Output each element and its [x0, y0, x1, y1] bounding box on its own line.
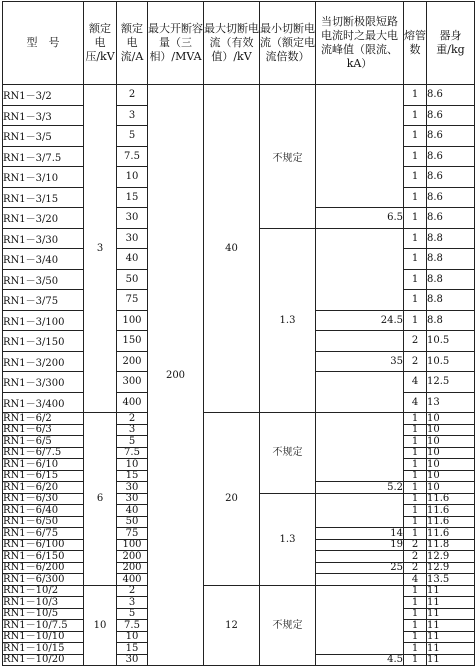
cell-min-break-current: 不规定	[260, 585, 316, 666]
cell-fuse-tubes: 1	[404, 643, 427, 655]
cell-model: RN1－10/20	[3, 654, 84, 666]
cell-fuse-tubes: 1	[404, 249, 427, 270]
cell-max-break-current: 40	[204, 85, 260, 413]
cell-breaking-capacity: 200	[148, 85, 204, 666]
cell-weight: 10	[427, 447, 475, 459]
table-row	[3, 585, 475, 597]
cell-fuse-tubes: 1	[404, 654, 427, 666]
cell-weight: 10.5	[427, 331, 475, 352]
cell-weight: 11.6	[427, 505, 475, 517]
cell-weight: 8.8	[427, 249, 475, 270]
cell-model: RN1－6/50	[3, 516, 84, 528]
cell-model: RN1－3/300	[3, 372, 84, 393]
cell-rated-current: 200	[117, 551, 148, 563]
cell-peak-current: 5.2	[316, 482, 404, 494]
cell-weight: 11	[427, 608, 475, 620]
cell-weight: 8.6	[427, 187, 475, 208]
cell-peak-current: 4.5	[316, 654, 404, 666]
cell-weight: 11.6	[427, 493, 475, 505]
cell-fuse-tubes: 1	[404, 424, 427, 436]
cell-peak-current	[316, 331, 404, 352]
cell-rated-current: 5	[117, 126, 148, 147]
table-row	[3, 413, 475, 425]
cell-peak-current: 24.5	[316, 310, 404, 331]
cell-weight: 12.5	[427, 372, 475, 393]
cell-fuse-tubes: 1	[404, 105, 427, 126]
cell-peak-current	[316, 413, 404, 482]
cell-weight: 10	[427, 470, 475, 482]
cell-rated-current: 50	[117, 516, 148, 528]
cell-model: RN1－6/15	[3, 470, 84, 482]
cell-rated-current: 300	[117, 372, 148, 393]
cell-fuse-tubes: 1	[404, 447, 427, 459]
cell-weight: 10	[427, 482, 475, 494]
cell-fuse-tubes: 2	[404, 551, 427, 563]
cell-model: RN1－6/30	[3, 493, 84, 505]
cell-weight: 11.6	[427, 528, 475, 540]
cell-model: RN1－3/100	[3, 310, 84, 331]
cell-model: RN1－6/200	[3, 562, 84, 574]
table-body	[3, 85, 475, 666]
cell-rated-current: 10	[117, 631, 148, 643]
cell-rated-current: 200	[117, 351, 148, 372]
header-fuse-tubes: 熔管数	[404, 2, 427, 85]
cell-weight: 8.8	[427, 290, 475, 311]
cell-fuse-tubes: 4	[404, 574, 427, 586]
cell-rated-current: 50	[117, 269, 148, 290]
header-model: 型 号	[3, 2, 84, 85]
cell-peak-current	[316, 228, 404, 310]
cell-fuse-tubes: 1	[404, 126, 427, 147]
cell-fuse-tubes: 1	[404, 167, 427, 188]
cell-peak-current	[316, 372, 404, 413]
cell-rated-current: 40	[117, 249, 148, 270]
cell-weight: 13	[427, 392, 475, 413]
cell-rated-current: 400	[117, 392, 148, 413]
cell-weight: 11.6	[427, 516, 475, 528]
cell-rated-current: 2	[117, 85, 148, 106]
cell-fuse-tubes: 2	[404, 562, 427, 574]
cell-model: RN1－3/20	[3, 208, 84, 229]
cell-rated-current: 200	[117, 562, 148, 574]
cell-rated-current: 100	[117, 310, 148, 331]
cell-weight: 11	[427, 597, 475, 609]
cell-rated-current: 15	[117, 470, 148, 482]
cell-rated-current: 2	[117, 585, 148, 597]
header-breaking-capacity: 最大开断容 量（三相）/MVA	[148, 2, 204, 85]
cell-rated-current: 75	[117, 528, 148, 540]
cell-weight: 11	[427, 654, 475, 666]
cell-model: RN1－6/10	[3, 459, 84, 471]
cell-fuse-tubes: 2	[404, 331, 427, 352]
cell-weight: 8.6	[427, 126, 475, 147]
cell-fuse-tubes: 1	[404, 482, 427, 494]
cell-model: RN1－10/7.5	[3, 620, 84, 632]
cell-model: RN1－3/5	[3, 126, 84, 147]
cell-model: RN1－6/150	[3, 551, 84, 563]
cell-model: RN1－6/3	[3, 424, 84, 436]
fuse-spec-table	[2, 1, 475, 666]
cell-fuse-tubes: 1	[404, 208, 427, 229]
cell-weight: 8.8	[427, 269, 475, 290]
cell-fuse-tubes: 1	[404, 310, 427, 331]
cell-weight: 8.6	[427, 167, 475, 188]
cell-model: RN1－10/15	[3, 643, 84, 655]
cell-fuse-tubes: 1	[404, 269, 427, 290]
cell-model: RN1－6/40	[3, 505, 84, 517]
cell-peak-current: 19	[316, 539, 404, 551]
cell-peak-current: 6.5	[316, 208, 404, 229]
cell-fuse-tubes: 1	[404, 470, 427, 482]
cell-model: RN1－3/7.5	[3, 146, 84, 167]
cell-rated-voltage: 6	[84, 413, 117, 586]
cell-rated-current: 30	[117, 208, 148, 229]
cell-min-break-current: 1.3	[260, 493, 316, 585]
cell-weight: 10	[427, 413, 475, 425]
header-peak-current: 当切断极限短路电流时之最大电流峰值（限流、kA）	[316, 2, 404, 85]
cell-peak-current: 25	[316, 562, 404, 574]
cell-weight: 11	[427, 585, 475, 597]
cell-weight: 8.8	[427, 310, 475, 331]
cell-model: RN1－6/100	[3, 539, 84, 551]
cell-model: RN1－3/50	[3, 269, 84, 290]
cell-fuse-tubes: 2	[404, 351, 427, 372]
cell-rated-current: 30	[117, 228, 148, 249]
cell-weight: 8.6	[427, 208, 475, 229]
cell-rated-current: 3	[117, 597, 148, 609]
cell-rated-voltage: 10	[84, 585, 117, 666]
cell-rated-current: 7.5	[117, 447, 148, 459]
cell-weight: 11	[427, 631, 475, 643]
cell-weight: 10.5	[427, 351, 475, 372]
cell-fuse-tubes: 1	[404, 631, 427, 643]
cell-weight: 13.5	[427, 574, 475, 586]
cell-rated-current: 40	[117, 505, 148, 517]
cell-rated-current: 150	[117, 331, 148, 352]
cell-weight: 10	[427, 436, 475, 448]
cell-peak-current	[316, 574, 404, 586]
cell-fuse-tubes: 1	[404, 585, 427, 597]
cell-model: RN1－3/75	[3, 290, 84, 311]
cell-rated-current: 5	[117, 436, 148, 448]
cell-rated-current: 30	[117, 654, 148, 666]
cell-rated-current: 15	[117, 187, 148, 208]
cell-weight: 8.8	[427, 228, 475, 249]
cell-rated-current: 3	[117, 105, 148, 126]
cell-model: RN1－6/7.5	[3, 447, 84, 459]
cell-rated-current: 30	[117, 482, 148, 494]
cell-fuse-tubes: 1	[404, 505, 427, 517]
cell-rated-current: 75	[117, 290, 148, 311]
header-weight: 器身重/kg	[427, 2, 475, 85]
cell-peak-current	[316, 585, 404, 654]
cell-fuse-tubes: 1	[404, 608, 427, 620]
cell-peak-current	[316, 551, 404, 563]
cell-model: RN1－3/15	[3, 187, 84, 208]
cell-model: RN1－3/30	[3, 228, 84, 249]
cell-fuse-tubes: 1	[404, 413, 427, 425]
cell-fuse-tubes: 4	[404, 392, 427, 413]
cell-weight: 11	[427, 620, 475, 632]
cell-model: RN1－3/3	[3, 105, 84, 126]
cell-model: RN1－6/5	[3, 436, 84, 448]
table-row	[3, 85, 475, 106]
cell-fuse-tubes: 2	[404, 539, 427, 551]
cell-model: RN1－10/3	[3, 597, 84, 609]
cell-model: RN1－3/40	[3, 249, 84, 270]
cell-fuse-tubes: 1	[404, 493, 427, 505]
cell-peak-current: 35	[316, 351, 404, 372]
cell-rated-current: 3	[117, 424, 148, 436]
cell-model: RN1－10/5	[3, 608, 84, 620]
header-rated-current: 额定电流/A	[117, 2, 148, 85]
cell-weight: 11.8	[427, 539, 475, 551]
cell-model: RN1－6/75	[3, 528, 84, 540]
cell-fuse-tubes: 1	[404, 516, 427, 528]
cell-weight: 12.9	[427, 562, 475, 574]
header-max-break-current: 最大切断电 流（有效值）/kV	[204, 2, 260, 85]
cell-rated-current: 15	[117, 643, 148, 655]
cell-peak-current: 14	[316, 528, 404, 540]
cell-weight: 10	[427, 459, 475, 471]
cell-rated-current: 5	[117, 608, 148, 620]
cell-weight: 8.6	[427, 146, 475, 167]
header-min-break-current: 最小切断电 流（额定电流倍数）	[260, 2, 316, 85]
cell-model: RN1－3/2	[3, 85, 84, 106]
cell-rated-current: 10	[117, 459, 148, 471]
cell-weight: 8.6	[427, 105, 475, 126]
cell-peak-current	[316, 493, 404, 528]
cell-fuse-tubes: 1	[404, 85, 427, 106]
cell-max-break-current: 20	[204, 413, 260, 586]
cell-rated-voltage: 3	[84, 85, 117, 413]
cell-model: RN1－3/10	[3, 167, 84, 188]
cell-fuse-tubes: 1	[404, 620, 427, 632]
cell-fuse-tubes: 1	[404, 228, 427, 249]
cell-fuse-tubes: 1	[404, 187, 427, 208]
cell-fuse-tubes: 1	[404, 146, 427, 167]
cell-rated-current: 7.5	[117, 146, 148, 167]
cell-weight: 11	[427, 643, 475, 655]
cell-fuse-tubes: 1	[404, 459, 427, 471]
cell-model: RN1－10/10	[3, 631, 84, 643]
cell-model: RN1－10/2	[3, 585, 84, 597]
cell-min-break-current: 不规定	[260, 85, 316, 229]
cell-rated-current: 30	[117, 493, 148, 505]
cell-rated-current: 10	[117, 167, 148, 188]
cell-fuse-tubes: 1	[404, 528, 427, 540]
cell-model: RN1－6/20	[3, 482, 84, 494]
header-rated-voltage: 额定电压/kV	[84, 2, 117, 85]
cell-weight: 8.6	[427, 85, 475, 106]
cell-rated-current: 2	[117, 413, 148, 425]
table-header-row	[3, 2, 475, 85]
cell-model: RN1－3/200	[3, 351, 84, 372]
cell-fuse-tubes: 4	[404, 372, 427, 393]
cell-rated-current: 100	[117, 539, 148, 551]
cell-fuse-tubes: 1	[404, 290, 427, 311]
cell-fuse-tubes: 1	[404, 597, 427, 609]
cell-fuse-tubes: 1	[404, 436, 427, 448]
cell-rated-current: 400	[117, 574, 148, 586]
cell-max-break-current: 12	[204, 585, 260, 666]
cell-weight: 12.9	[427, 551, 475, 563]
cell-model: RN1－6/2	[3, 413, 84, 425]
cell-model: RN1－6/300	[3, 574, 84, 586]
cell-min-break-current: 1.3	[260, 228, 316, 413]
cell-rated-current: 7.5	[117, 620, 148, 632]
cell-min-break-current: 不规定	[260, 413, 316, 494]
cell-model: RN1－3/400	[3, 392, 84, 413]
cell-peak-current	[316, 85, 404, 208]
cell-model: RN1－3/150	[3, 331, 84, 352]
cell-weight: 10	[427, 424, 475, 436]
